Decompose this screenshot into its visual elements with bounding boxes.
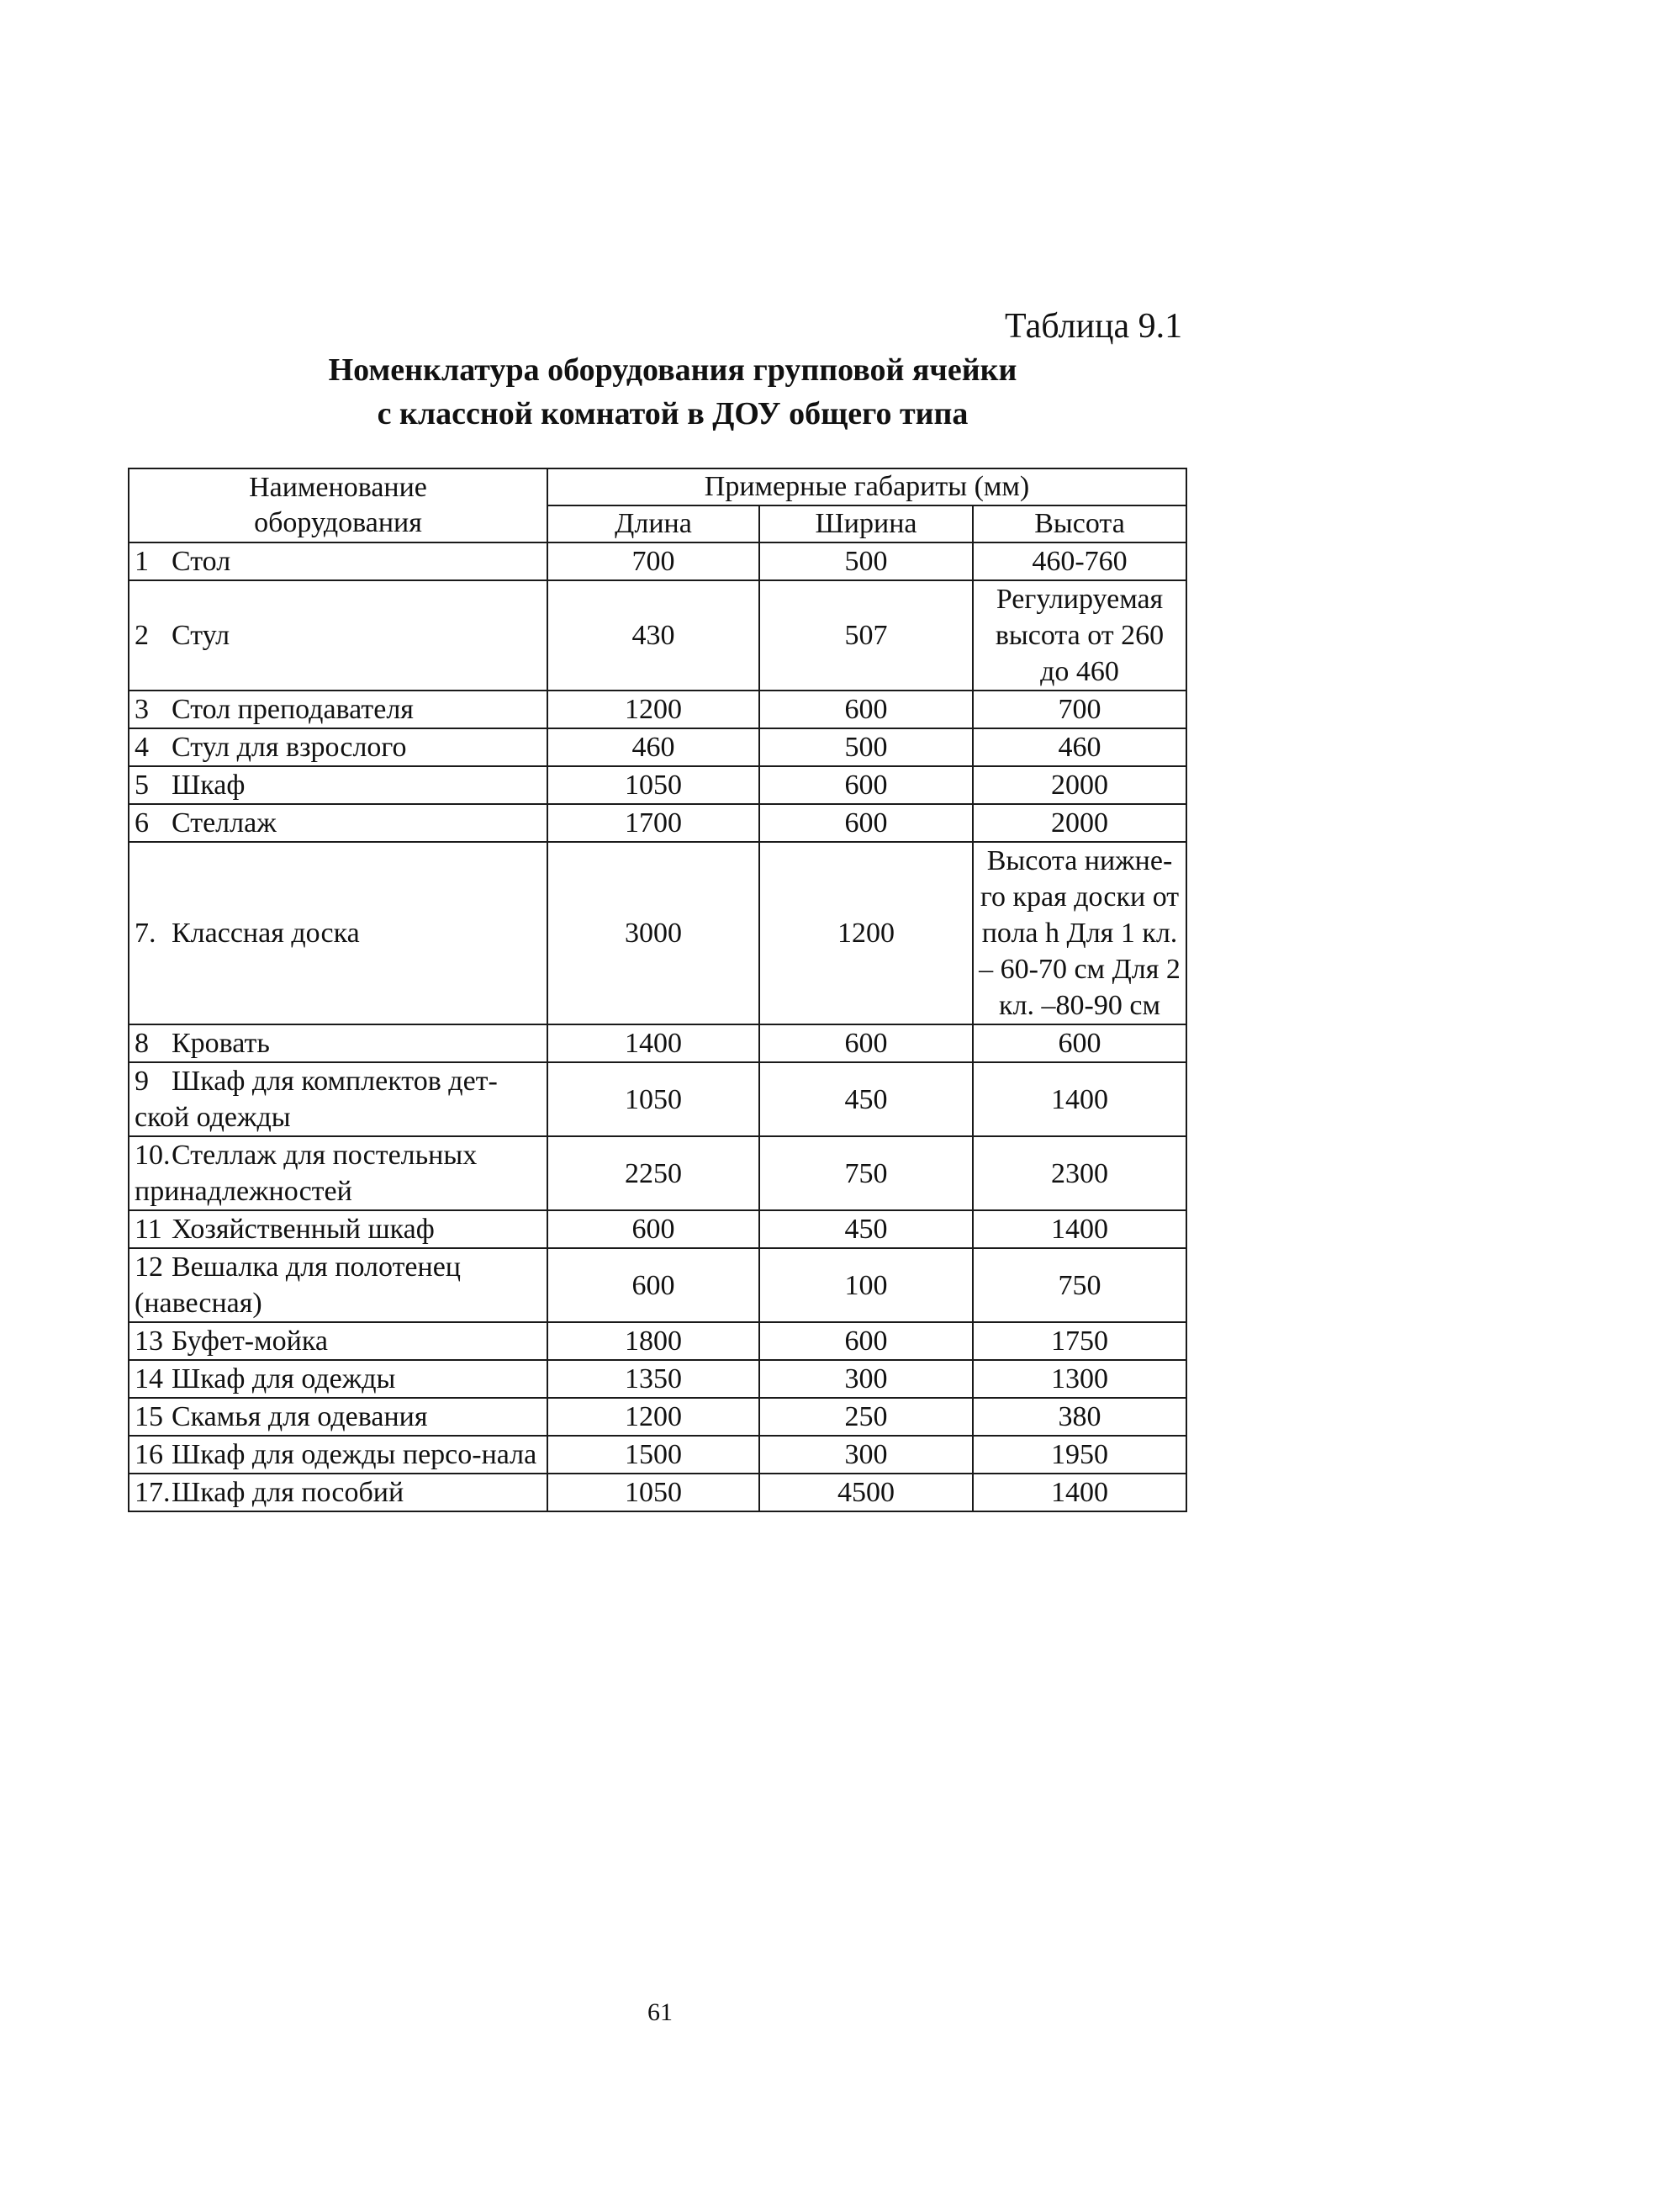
row-number: 16 bbox=[135, 1439, 163, 1470]
length-cell: 1200 bbox=[547, 1398, 759, 1436]
equipment-name: Шкаф для одежды bbox=[172, 1363, 396, 1394]
equipment-name: Шкаф для пособий bbox=[172, 1477, 404, 1508]
row-number: 2 bbox=[135, 620, 149, 651]
equipment-name: Стул для взрослого bbox=[172, 732, 407, 763]
table-row bbox=[129, 580, 1186, 691]
height-cell: 2300 bbox=[973, 1136, 1186, 1210]
equipment-name: Шкаф для одежды персо-нала bbox=[172, 1439, 537, 1470]
table-body bbox=[129, 542, 1186, 1511]
height-cell: 1400 bbox=[973, 1210, 1186, 1248]
equipment-name-cell bbox=[129, 1322, 547, 1360]
length-cell: 600 bbox=[547, 1248, 759, 1322]
row-number: 5 bbox=[135, 770, 149, 801]
equipment-name-cell bbox=[129, 580, 547, 691]
width-cell: 600 bbox=[759, 804, 973, 842]
equipment-name: Стеллаж bbox=[172, 807, 277, 839]
header-name-line-1: Наименование bbox=[249, 472, 427, 503]
table-row bbox=[129, 1024, 1186, 1062]
title-line-1: Номенклатура оборудования групповой ячейки bbox=[328, 352, 1017, 388]
table-row bbox=[129, 728, 1186, 766]
width-cell: 600 bbox=[759, 766, 973, 804]
equipment-name-cell bbox=[129, 728, 547, 766]
length-cell: 1700 bbox=[547, 804, 759, 842]
height-cell: 1750 bbox=[973, 1322, 1186, 1360]
row-number: 3 bbox=[135, 694, 149, 725]
height-cell: 600 bbox=[973, 1024, 1186, 1062]
header-dimensions: Примерные габариты (мм) bbox=[547, 468, 1186, 505]
length-cell: 2250 bbox=[547, 1136, 759, 1210]
table-row bbox=[129, 1474, 1186, 1511]
equipment-name: Кровать bbox=[172, 1028, 270, 1059]
height-cell: 460-760 bbox=[973, 542, 1186, 580]
length-cell: 700 bbox=[547, 542, 759, 580]
header-width: Ширина bbox=[759, 505, 973, 542]
row-number: 15 bbox=[135, 1401, 163, 1432]
row-number: 17. bbox=[135, 1477, 171, 1508]
table-row bbox=[129, 1436, 1186, 1474]
equipment-name-cell bbox=[129, 842, 547, 1024]
width-cell: 300 bbox=[759, 1360, 973, 1398]
row-number: 9 bbox=[135, 1066, 149, 1097]
header-height: Высота bbox=[973, 505, 1186, 542]
width-cell: 300 bbox=[759, 1436, 973, 1474]
row-number: 7. bbox=[135, 918, 156, 949]
row-number: 11 bbox=[135, 1214, 162, 1245]
table-row bbox=[129, 1398, 1186, 1436]
equipment-name-cell bbox=[129, 1436, 547, 1474]
width-cell: 450 bbox=[759, 1062, 973, 1136]
equipment-name: Буфет-мойка bbox=[172, 1326, 328, 1357]
height-cell: 750 bbox=[973, 1248, 1186, 1322]
equipment-name-cell bbox=[129, 804, 547, 842]
width-cell: 4500 bbox=[759, 1474, 973, 1511]
equipment-name-cell bbox=[129, 1062, 547, 1136]
width-cell: 1200 bbox=[759, 842, 973, 1024]
length-cell: 1400 bbox=[547, 1024, 759, 1062]
length-cell: 1050 bbox=[547, 1062, 759, 1136]
equipment-name: Шкаф bbox=[172, 770, 246, 801]
equipment-name: Стул bbox=[172, 620, 230, 651]
row-number: 10. bbox=[135, 1140, 171, 1171]
equipment-name: Стол преподавателя bbox=[172, 694, 414, 725]
length-cell: 1050 bbox=[547, 1474, 759, 1511]
row-number: 12 bbox=[135, 1252, 163, 1283]
header-length: Длина bbox=[547, 505, 759, 542]
length-cell: 1050 bbox=[547, 766, 759, 804]
height-cell: 700 bbox=[973, 691, 1186, 728]
height-cell: 2000 bbox=[973, 766, 1186, 804]
table-row bbox=[129, 842, 1186, 1024]
header-name bbox=[129, 468, 547, 542]
row-number: 14 bbox=[135, 1363, 163, 1394]
width-cell: 600 bbox=[759, 1024, 973, 1062]
title-line-2: с классной комнатой в ДОУ общего типа bbox=[377, 396, 969, 431]
equipment-name-cell bbox=[129, 1398, 547, 1436]
row-number: 4 bbox=[135, 732, 149, 763]
height-cell: 1400 bbox=[973, 1062, 1186, 1136]
height-cell: Высота нижне-го края доски от пола h Для 1 кл. – 60-70 см Для 2 кл. –80-90 см bbox=[973, 842, 1186, 1024]
row-number: 8 bbox=[135, 1028, 149, 1059]
height-cell: 1950 bbox=[973, 1436, 1186, 1474]
equipment-name-cell bbox=[129, 1210, 547, 1248]
page-number: 61 bbox=[647, 1998, 673, 2026]
width-cell: 500 bbox=[759, 542, 973, 580]
height-cell: Регулируемая высота от 260 до 460 bbox=[973, 580, 1186, 691]
table-row bbox=[129, 542, 1186, 580]
equipment-name: Хозяйственный шкаф bbox=[172, 1214, 435, 1245]
row-number: 13 bbox=[135, 1326, 163, 1357]
table-row bbox=[129, 804, 1186, 842]
width-cell: 750 bbox=[759, 1136, 973, 1210]
height-cell: 1300 bbox=[973, 1360, 1186, 1398]
equipment-name-cell bbox=[129, 542, 547, 580]
height-cell: 2000 bbox=[973, 804, 1186, 842]
table-row bbox=[129, 1248, 1186, 1322]
length-cell: 460 bbox=[547, 728, 759, 766]
length-cell: 1200 bbox=[547, 691, 759, 728]
length-cell: 1800 bbox=[547, 1322, 759, 1360]
header-row-1 bbox=[129, 468, 1186, 505]
width-cell: 500 bbox=[759, 728, 973, 766]
length-cell: 1350 bbox=[547, 1360, 759, 1398]
width-cell: 250 bbox=[759, 1398, 973, 1436]
table-row bbox=[129, 1062, 1186, 1136]
height-cell: 380 bbox=[973, 1398, 1186, 1436]
equipment-name: Классная доска bbox=[172, 918, 360, 949]
height-cell: 1400 bbox=[973, 1474, 1186, 1511]
table-row bbox=[129, 1210, 1186, 1248]
row-number: 6 bbox=[135, 807, 149, 839]
equipment-name: Стеллаж для постельных принадлежностей bbox=[135, 1140, 478, 1207]
table-row bbox=[129, 766, 1186, 804]
table-row bbox=[129, 1322, 1186, 1360]
equipment-table bbox=[128, 468, 1187, 1512]
width-cell: 600 bbox=[759, 1322, 973, 1360]
table-label: Таблица 9.1 bbox=[1005, 307, 1183, 346]
length-cell: 1500 bbox=[547, 1436, 759, 1474]
equipment-name: Скамья для одевания bbox=[172, 1401, 428, 1432]
length-cell: 430 bbox=[547, 580, 759, 691]
equipment-name-cell bbox=[129, 1248, 547, 1322]
length-cell: 600 bbox=[547, 1210, 759, 1248]
table-title bbox=[252, 348, 1093, 436]
table-row bbox=[129, 691, 1186, 728]
equipment-name-cell bbox=[129, 1024, 547, 1062]
width-cell: 450 bbox=[759, 1210, 973, 1248]
width-cell: 507 bbox=[759, 580, 973, 691]
table-row bbox=[129, 1360, 1186, 1398]
width-cell: 600 bbox=[759, 691, 973, 728]
equipment-name-cell bbox=[129, 766, 547, 804]
equipment-name-cell bbox=[129, 691, 547, 728]
equipment-name-cell bbox=[129, 1474, 547, 1511]
row-number: 1 bbox=[135, 546, 149, 577]
equipment-name-cell bbox=[129, 1136, 547, 1210]
width-cell: 100 bbox=[759, 1248, 973, 1322]
height-cell: 460 bbox=[973, 728, 1186, 766]
equipment-name: Вешалка для полотенец (навесная) bbox=[135, 1252, 462, 1319]
table-row bbox=[129, 1136, 1186, 1210]
equipment-name: Шкаф для комплектов дет-ской одежды bbox=[135, 1066, 498, 1133]
equipment-name: Стол bbox=[172, 546, 231, 577]
equipment-name-cell bbox=[129, 1360, 547, 1398]
length-cell: 3000 bbox=[547, 842, 759, 1024]
header-name-line-2: оборудования bbox=[254, 507, 422, 538]
